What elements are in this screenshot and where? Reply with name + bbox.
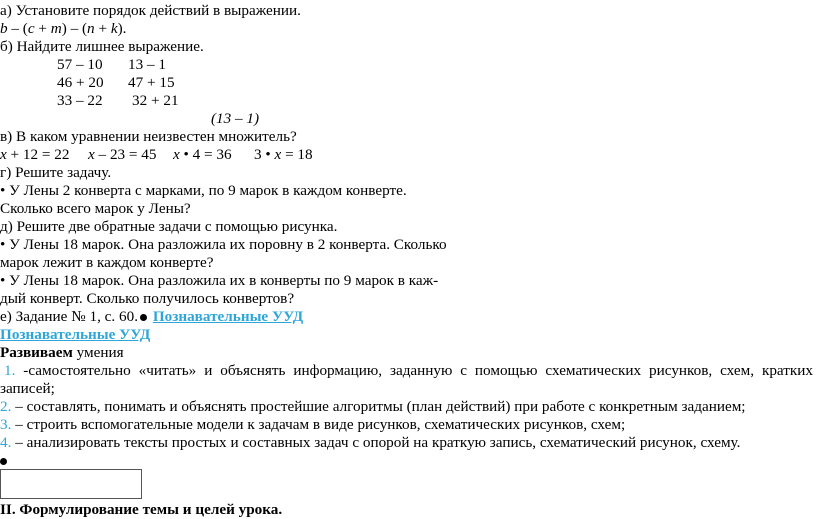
- equation-rest: + 12 = 22: [6, 146, 70, 163]
- develop-rest: умения: [72, 344, 124, 361]
- equation-rest: = 18: [281, 146, 313, 163]
- task-e-line: дый конверт. Сколько получилось конвертов?: [0, 290, 295, 307]
- bullet-line: [0, 452, 9, 470]
- equation: [88, 146, 156, 164]
- var-x: x: [88, 146, 95, 163]
- skill-number: 2.: [0, 398, 12, 415]
- expr-part: ) – (: [61, 20, 88, 37]
- skill-number: 3.: [0, 416, 12, 433]
- skill-number: 1.: [4, 362, 16, 379]
- equation-rest: – 23 = 45: [94, 146, 157, 163]
- task-a-title: а) Установите порядок действий в выражении.: [0, 2, 301, 19]
- task-a-expression: [0, 20, 126, 38]
- equation: [0, 146, 69, 164]
- skill-text: – строить вспомогательные модели к задачам в виде рисунков, схематических рисунков, схем;: [11, 416, 626, 433]
- section-footer-title: II. Формулирование темы и целей урока.: [0, 501, 283, 518]
- var-n: n: [87, 20, 95, 37]
- equation-rest: • 4 = 36: [179, 146, 232, 163]
- var-c: c: [27, 20, 35, 37]
- skill-item-cont: [0, 380, 55, 398]
- expression-left: 46 + 20: [57, 74, 104, 91]
- expression-left: 57 – 10: [57, 56, 103, 73]
- bullet-icon: [0, 458, 7, 465]
- equation: [173, 146, 232, 164]
- task-b-title: б) Найдите лишнее выражение.: [0, 38, 204, 55]
- expr-part: – (: [7, 20, 28, 37]
- task-d-line: Сколько всего марок у Лены?: [0, 200, 191, 217]
- expression-right: 13 – 1: [128, 56, 166, 73]
- skill-text: – анализировать тексты простых и составных задач с опорой на краткую запись, схематический рисунок, схему.: [11, 434, 741, 451]
- task-e-line: • У Лены 18 марок. Она разложила их в конверты по 9 марок в каж-: [0, 272, 439, 289]
- task-b-answer: (13 – 1): [211, 110, 260, 127]
- var-b: b: [0, 20, 8, 37]
- equation-pre: 3 •: [254, 146, 275, 163]
- expr-part: ).: [117, 20, 127, 37]
- skill-item: [0, 416, 625, 434]
- task-d-line: • У Лены 2 конверта с марками, по 9 марок в каждом конверте.: [0, 182, 407, 199]
- var-x: x: [274, 146, 282, 163]
- var-x: x: [0, 146, 7, 163]
- skill-number: 4.: [0, 434, 12, 451]
- task-e-title: д) Решите две обратные задачи с помощью рисунка.: [0, 218, 338, 235]
- expr-part: +: [94, 20, 111, 37]
- uud-link[interactable]: Познавательные УУД: [152, 308, 304, 325]
- task-e-line: • У Лены 18 марок. Она разложила их поровну в 2 конверта. Сколько: [0, 236, 447, 253]
- section-heading: Познавательные УУД: [0, 326, 151, 343]
- task-e-line: марок лежит в каждом конверте?: [0, 254, 214, 271]
- skill-text: -самостоятельно «читать» и объяснять информацию, заданную с помощью схематических рисунков, схем, кратких: [15, 362, 813, 379]
- var-x: x: [173, 146, 180, 163]
- task-f-line: [0, 308, 303, 326]
- expression-right: 32 + 21: [132, 92, 179, 109]
- expression-left: 33 – 22: [57, 92, 103, 109]
- var-k: k: [110, 20, 118, 37]
- expression-right: 47 + 15: [128, 74, 175, 91]
- task-f-title: е) Задание № 1, с. 60.: [0, 308, 139, 325]
- empty-box: [0, 469, 142, 499]
- var-m: m: [50, 20, 62, 37]
- skill-item: [0, 434, 740, 452]
- skill-text: – составлять, понимать и объяснять простейшие алгоритмы (план действий) при работе с конкретным заданием;: [11, 398, 746, 415]
- equation: [254, 146, 313, 164]
- develop-bold: Развиваем: [0, 344, 73, 361]
- skill-item: [0, 362, 813, 380]
- task-c-title: в) В каком уравнении неизвестен множитель?: [0, 128, 297, 145]
- task-d-title: г) Решите задачу.: [0, 164, 112, 181]
- skill-item: [0, 398, 746, 416]
- develop-line: [0, 344, 124, 362]
- expr-part: +: [34, 20, 51, 37]
- bullet-icon: [140, 314, 147, 321]
- skill-text: записей;: [0, 380, 55, 397]
